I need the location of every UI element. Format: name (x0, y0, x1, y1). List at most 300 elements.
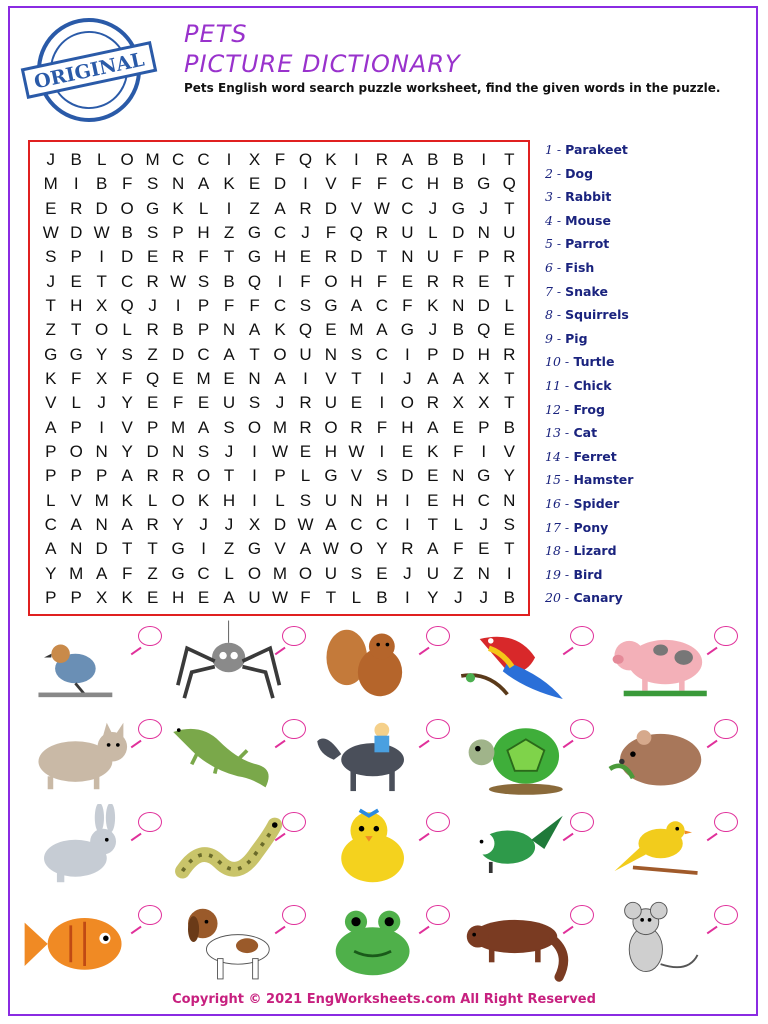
puzzle-letter[interactable]: G (324, 296, 338, 316)
puzzle-letter[interactable]: L (224, 563, 234, 583)
puzzle-letter[interactable]: J (479, 198, 489, 218)
puzzle-letter[interactable]: P (197, 296, 210, 316)
puzzle-letter[interactable]: B (172, 320, 184, 340)
puzzle-letter[interactable]: F (325, 223, 337, 243)
puzzle-letter[interactable]: G (69, 344, 83, 364)
puzzle-letter[interactable]: W (170, 271, 187, 291)
puzzle-letter[interactable]: R (146, 514, 159, 534)
puzzle-letter[interactable]: I (303, 368, 308, 388)
puzzle-letter[interactable]: E (299, 247, 312, 267)
puzzle-letter[interactable]: H (273, 247, 287, 267)
puzzle-letter[interactable]: M (69, 563, 84, 583)
puzzle-letter[interactable]: C (375, 514, 389, 534)
puzzle-letter[interactable]: N (70, 539, 83, 559)
puzzle-letter[interactable]: A (325, 514, 337, 534)
puzzle-letter[interactable]: X (452, 393, 464, 413)
puzzle-letter[interactable]: N (503, 490, 516, 510)
puzzle-letter[interactable]: J (224, 441, 234, 461)
answer-bubble[interactable] (714, 719, 738, 739)
puzzle-letter[interactable]: M (272, 417, 288, 437)
puzzle-letter[interactable]: Q (298, 320, 313, 340)
puzzle-letter[interactable]: I (252, 490, 257, 510)
puzzle-letter[interactable]: K (197, 490, 210, 510)
puzzle-letter[interactable]: M (43, 174, 58, 194)
puzzle-letter[interactable]: N (477, 223, 490, 243)
puzzle-letter[interactable]: E (427, 466, 439, 486)
puzzle-letter[interactable]: F (172, 393, 184, 413)
puzzle-letter[interactable]: S (121, 344, 133, 364)
puzzle-letter[interactable]: N (171, 441, 185, 461)
puzzle-letter[interactable]: R (350, 417, 363, 437)
puzzle-letter[interactable]: O (400, 393, 414, 413)
puzzle-letter[interactable]: V (503, 441, 515, 461)
puzzle-letter[interactable]: A (96, 563, 108, 583)
puzzle-letter[interactable]: F (71, 368, 82, 388)
puzzle-letter[interactable]: Y (96, 344, 108, 364)
puzzle-letter[interactable]: I (404, 587, 410, 607)
puzzle-letter[interactable]: H (452, 490, 465, 510)
puzzle-letter[interactable]: I (404, 490, 410, 510)
puzzle-letter[interactable]: R (70, 198, 83, 218)
puzzle-letter[interactable]: F (300, 587, 311, 607)
puzzle-letter[interactable]: W (373, 198, 390, 218)
puzzle-letter[interactable]: E (197, 587, 210, 607)
puzzle-letter[interactable]: O (298, 563, 313, 583)
puzzle-letter[interactable]: E (146, 393, 159, 413)
puzzle-letter[interactable]: V (350, 198, 363, 218)
puzzle-letter[interactable]: E (376, 563, 388, 583)
puzzle-letter[interactable]: Q (298, 150, 313, 170)
puzzle-letter[interactable]: T (504, 368, 515, 388)
puzzle-letter[interactable]: J (301, 223, 310, 243)
puzzle-letter[interactable]: P (45, 466, 57, 486)
puzzle-letter[interactable]: U (324, 490, 338, 510)
puzzle-letter[interactable]: A (350, 296, 363, 316)
answer-bubble[interactable] (282, 719, 306, 739)
puzzle-letter[interactable]: M (145, 150, 160, 170)
puzzle-letter[interactable]: R (146, 271, 159, 291)
puzzle-letter[interactable]: R (171, 466, 185, 486)
puzzle-letter[interactable]: H (324, 441, 338, 461)
puzzle-letter[interactable]: I (99, 247, 105, 267)
puzzle-letter[interactable]: I (404, 514, 410, 534)
answer-bubble[interactable] (570, 719, 594, 739)
puzzle-letter[interactable]: R (426, 393, 439, 413)
puzzle-letter[interactable]: H (171, 587, 185, 607)
puzzle-letter[interactable]: D (95, 539, 108, 559)
puzzle-letter[interactable]: I (226, 198, 232, 218)
puzzle-letter[interactable]: K (172, 198, 184, 218)
puzzle-letter[interactable]: E (401, 271, 414, 291)
puzzle-letter[interactable]: J (479, 587, 489, 607)
puzzle-letter[interactable]: J (46, 271, 55, 291)
puzzle-letter[interactable]: J (428, 320, 438, 340)
puzzle-letter[interactable]: L (46, 490, 56, 510)
puzzle-letter[interactable]: A (427, 368, 439, 388)
puzzle-letter[interactable]: G (146, 198, 160, 218)
puzzle-letter[interactable]: N (248, 368, 261, 388)
puzzle-letter[interactable]: S (223, 417, 235, 437)
puzzle-letter[interactable]: L (96, 150, 107, 170)
puzzle-letter[interactable]: B (70, 150, 82, 170)
puzzle-letter[interactable]: J (148, 296, 157, 316)
puzzle-letter[interactable]: N (477, 563, 490, 583)
puzzle-letter[interactable]: G (44, 344, 58, 364)
puzzle-letter[interactable]: E (503, 320, 515, 340)
puzzle-letter[interactable]: I (175, 296, 181, 316)
puzzle-letter[interactable]: I (506, 563, 512, 583)
puzzle-letter[interactable]: O (95, 320, 109, 340)
puzzle-letter[interactable]: K (325, 150, 337, 170)
puzzle-letter[interactable]: I (379, 441, 385, 461)
puzzle-letter[interactable]: J (97, 393, 106, 413)
puzzle-letter[interactable]: T (427, 514, 439, 534)
puzzle-letter[interactable]: R (299, 417, 312, 437)
puzzle-letter[interactable]: F (376, 271, 388, 291)
puzzle-letter[interactable]: V (70, 490, 82, 510)
puzzle-letter[interactable]: A (45, 539, 57, 559)
puzzle-letter[interactable]: L (504, 296, 514, 316)
puzzle-letter[interactable]: G (477, 174, 491, 194)
puzzle-letter[interactable]: F (453, 539, 464, 559)
puzzle-letter[interactable]: D (121, 247, 134, 267)
puzzle-letter[interactable]: N (452, 296, 465, 316)
puzzle-letter[interactable]: G (451, 198, 465, 218)
puzzle-letter[interactable]: E (70, 271, 82, 291)
puzzle-letter[interactable]: R (401, 539, 414, 559)
puzzle-letter[interactable]: R (299, 393, 312, 413)
puzzle-letter[interactable]: K (427, 296, 439, 316)
puzzle-letter[interactable]: D (477, 296, 490, 316)
puzzle-letter[interactable]: F (402, 296, 413, 316)
answer-bubble[interactable] (282, 626, 306, 646)
puzzle-letter[interactable]: I (404, 344, 410, 364)
puzzle-letter[interactable]: A (274, 198, 286, 218)
puzzle-letter[interactable]: R (324, 247, 338, 267)
puzzle-letter[interactable]: H (477, 344, 490, 364)
puzzle-letter[interactable]: A (401, 150, 414, 170)
puzzle-letter[interactable]: I (201, 539, 206, 559)
puzzle-letter[interactable]: E (350, 393, 363, 413)
puzzle-letter[interactable]: U (401, 223, 414, 243)
puzzle-letter[interactable]: T (504, 393, 515, 413)
puzzle-letter[interactable]: P (197, 320, 210, 340)
puzzle-letter[interactable]: A (427, 539, 439, 559)
puzzle-letter[interactable]: C (375, 344, 389, 364)
puzzle-letter[interactable]: R (146, 320, 159, 340)
puzzle-letter[interactable]: K (121, 490, 133, 510)
puzzle-letter[interactable]: B (452, 150, 464, 170)
answer-bubble[interactable] (426, 719, 450, 739)
puzzle-letter[interactable]: B (223, 271, 235, 291)
puzzle-letter[interactable]: S (350, 563, 363, 583)
puzzle-letter[interactable]: C (401, 198, 414, 218)
puzzle-letter[interactable]: W (93, 223, 110, 243)
answer-bubble[interactable] (282, 812, 306, 832)
puzzle-letter[interactable]: A (121, 514, 133, 534)
puzzle-letter[interactable]: N (171, 174, 185, 194)
puzzle-letter[interactable]: L (453, 514, 464, 534)
puzzle-letter[interactable]: T (504, 198, 515, 218)
puzzle-letter[interactable]: E (427, 490, 439, 510)
puzzle-letter[interactable]: E (478, 539, 490, 559)
puzzle-letter[interactable]: I (252, 441, 257, 461)
puzzle-letter[interactable]: O (69, 441, 83, 461)
puzzle-letter[interactable]: H (426, 174, 439, 194)
puzzle-letter[interactable]: D (171, 344, 185, 364)
puzzle-letter[interactable]: Y (121, 441, 133, 461)
puzzle-letter[interactable]: P (45, 587, 57, 607)
answer-bubble[interactable] (426, 626, 450, 646)
puzzle-letter[interactable]: Q (477, 320, 491, 340)
puzzle-letter[interactable]: S (146, 174, 159, 194)
puzzle-letter[interactable]: I (277, 271, 283, 291)
puzzle-letter[interactable]: N (324, 344, 338, 364)
puzzle-letter[interactable]: J (428, 198, 438, 218)
puzzle-letter[interactable]: D (273, 174, 287, 194)
puzzle-letter[interactable]: A (223, 587, 235, 607)
puzzle-letter[interactable]: A (45, 417, 57, 437)
puzzle-letter[interactable]: R (426, 271, 439, 291)
puzzle-letter[interactable]: D (146, 441, 159, 461)
puzzle-letter[interactable]: Q (349, 223, 364, 243)
puzzle-letter[interactable]: D (95, 198, 108, 218)
puzzle-letter[interactable]: C (375, 296, 389, 316)
puzzle-letter[interactable]: G (247, 539, 262, 559)
puzzle-letter[interactable]: M (171, 417, 186, 437)
puzzle-letter[interactable]: E (45, 198, 57, 218)
answer-bubble[interactable] (714, 626, 738, 646)
puzzle-letter[interactable]: Z (147, 563, 158, 583)
puzzle-letter[interactable]: O (196, 466, 211, 486)
puzzle-letter[interactable]: D (273, 514, 287, 534)
puzzle-letter[interactable]: M (196, 368, 211, 388)
puzzle-letter[interactable]: Y (503, 466, 515, 486)
puzzle-letter[interactable]: T (504, 539, 515, 559)
puzzle-letter[interactable]: E (248, 174, 261, 194)
puzzle-letter[interactable]: U (248, 587, 261, 607)
puzzle-letter[interactable]: G (247, 223, 262, 243)
puzzle-letter[interactable]: C (273, 296, 287, 316)
puzzle-letter[interactable]: F (121, 368, 133, 388)
puzzle-letter[interactable]: X (96, 587, 108, 607)
puzzle-letter[interactable]: F (198, 247, 209, 267)
puzzle-letter[interactable]: O (171, 490, 185, 510)
puzzle-letter[interactable]: F (453, 247, 464, 267)
puzzle-letter[interactable]: K (427, 441, 439, 461)
puzzle-letter[interactable]: L (147, 490, 158, 510)
puzzle-letter[interactable]: Z (249, 198, 260, 218)
puzzle-letter[interactable]: A (248, 320, 261, 340)
puzzle-letter[interactable]: W (322, 539, 339, 559)
puzzle-letter[interactable]: H (70, 296, 83, 316)
puzzle-letter[interactable]: E (197, 393, 210, 413)
puzzle-letter[interactable]: B (121, 223, 133, 243)
puzzle-letter[interactable]: I (379, 368, 385, 388)
puzzle-letter[interactable]: K (45, 368, 57, 388)
puzzle-letter[interactable]: S (299, 490, 312, 510)
puzzle-letter[interactable]: L (198, 198, 209, 218)
puzzle-letter[interactable]: S (248, 393, 261, 413)
puzzle-letter[interactable]: J (199, 514, 208, 534)
puzzle-letter[interactable]: A (376, 320, 388, 340)
puzzle-letter[interactable]: Q (146, 368, 160, 388)
puzzle-letter[interactable]: M (94, 490, 109, 510)
puzzle-letter[interactable]: S (299, 296, 312, 316)
puzzle-letter[interactable]: B (503, 417, 515, 437)
puzzle-letter[interactable]: T (325, 587, 337, 607)
puzzle-letter[interactable]: S (197, 441, 210, 461)
puzzle-letter[interactable]: R (375, 223, 389, 243)
puzzle-letter[interactable]: T (96, 271, 107, 291)
puzzle-letter[interactable]: Q (502, 174, 516, 194)
puzzle-letter[interactable]: A (197, 174, 210, 194)
answer-bubble[interactable] (426, 905, 450, 925)
puzzle-letter[interactable]: K (121, 587, 133, 607)
puzzle-letter[interactable]: I (303, 174, 308, 194)
puzzle-letter[interactable]: J (224, 514, 234, 534)
puzzle-letter[interactable]: D (350, 247, 363, 267)
puzzle-letter[interactable]: A (452, 368, 464, 388)
answer-bubble[interactable] (714, 812, 738, 832)
puzzle-letter[interactable]: O (120, 150, 134, 170)
puzzle-letter[interactable]: R (503, 247, 516, 267)
puzzle-letter[interactable]: C (197, 344, 210, 364)
puzzle-letter[interactable]: W (271, 441, 289, 461)
puzzle-letter[interactable]: X (478, 368, 490, 388)
puzzle-letter[interactable]: U (222, 393, 236, 413)
puzzle-letter[interactable]: K (223, 174, 235, 194)
puzzle-letter[interactable]: U (426, 247, 439, 267)
puzzle-letter[interactable]: J (454, 587, 463, 607)
puzzle-letter[interactable]: M (349, 320, 364, 340)
puzzle-letter[interactable]: O (273, 344, 287, 364)
puzzle-letter[interactable]: T (376, 247, 388, 267)
answer-bubble[interactable] (426, 812, 450, 832)
puzzle-letter[interactable]: U (324, 393, 338, 413)
puzzle-letter[interactable]: A (427, 417, 439, 437)
puzzle-letter[interactable]: F (223, 296, 235, 316)
puzzle-letter[interactable]: P (274, 466, 286, 486)
puzzle-letter[interactable]: N (452, 466, 465, 486)
puzzle-letter[interactable]: J (275, 393, 285, 413)
puzzle-letter[interactable]: T (223, 466, 235, 486)
puzzle-letter[interactable]: I (379, 393, 385, 413)
puzzle-letter[interactable]: M (272, 563, 288, 583)
puzzle-letter[interactable]: S (376, 466, 388, 486)
puzzle-letter[interactable]: P (96, 466, 108, 486)
puzzle-letter[interactable]: G (477, 466, 491, 486)
puzzle-letter[interactable]: V (274, 539, 286, 559)
puzzle-letter[interactable]: I (73, 174, 79, 194)
puzzle-letter[interactable]: V (350, 466, 363, 486)
puzzle-letter[interactable]: E (146, 587, 159, 607)
puzzle-letter[interactable]: F (121, 563, 133, 583)
puzzle-letter[interactable]: F (453, 441, 464, 461)
puzzle-letter[interactable]: O (247, 563, 262, 583)
puzzle-letter[interactable]: A (70, 514, 82, 534)
puzzle-letter[interactable]: D (452, 223, 465, 243)
answer-bubble[interactable] (138, 812, 162, 832)
puzzle-letter[interactable]: H (401, 417, 414, 437)
puzzle-letter[interactable]: L (351, 587, 362, 607)
puzzle-letter[interactable]: R (375, 150, 389, 170)
puzzle-letter[interactable]: T (223, 247, 235, 267)
puzzle-letter[interactable]: Y (376, 539, 388, 559)
puzzle-letter[interactable]: G (400, 320, 414, 340)
puzzle-letter[interactable]: C (401, 174, 414, 194)
puzzle-letter[interactable]: W (42, 223, 59, 243)
puzzle-letter[interactable]: I (99, 417, 105, 437)
puzzle-letter[interactable]: P (70, 587, 82, 607)
puzzle-letter[interactable]: S (503, 514, 515, 534)
puzzle-letter[interactable]: L (71, 393, 81, 413)
puzzle-letter[interactable]: C (171, 150, 185, 170)
puzzle-letter[interactable]: L (300, 466, 311, 486)
puzzle-letter[interactable]: J (479, 514, 489, 534)
puzzle-letter[interactable]: T (504, 150, 515, 170)
puzzle-letter[interactable]: D (70, 223, 83, 243)
puzzle-letter[interactable]: S (197, 271, 210, 291)
puzzle-letter[interactable]: C (44, 514, 57, 534)
puzzle-letter[interactable]: P (172, 223, 184, 243)
puzzle-letter[interactable]: E (401, 441, 414, 461)
puzzle-letter[interactable]: V (325, 174, 337, 194)
puzzle-letter[interactable]: I (481, 441, 487, 461)
puzzle-letter[interactable]: K (274, 320, 286, 340)
puzzle-letter[interactable]: V (45, 393, 57, 413)
puzzle-letter[interactable]: V (121, 417, 133, 437)
puzzle-letter[interactable]: F (249, 296, 260, 316)
puzzle-letter[interactable]: S (45, 247, 57, 267)
puzzle-letter[interactable]: X (96, 296, 108, 316)
puzzle-letter[interactable]: I (481, 150, 487, 170)
puzzle-letter[interactable]: B (376, 587, 388, 607)
puzzle-letter[interactable]: P (70, 466, 82, 486)
puzzle-letter[interactable]: W (348, 441, 365, 461)
puzzle-letter[interactable]: H (222, 490, 236, 510)
puzzle-letter[interactable]: P (70, 247, 82, 267)
puzzle-letter[interactable]: V (325, 368, 337, 388)
puzzle-letter[interactable]: R (146, 466, 159, 486)
puzzle-letter[interactable]: B (427, 150, 439, 170)
puzzle-letter[interactable]: E (172, 368, 184, 388)
puzzle-letter[interactable]: P (146, 417, 159, 437)
puzzle-letter[interactable]: J (46, 150, 55, 170)
puzzle-letter[interactable]: I (252, 466, 257, 486)
puzzle-letter[interactable]: U (426, 563, 439, 583)
puzzle-letter[interactable]: O (120, 198, 134, 218)
answer-bubble[interactable] (570, 905, 594, 925)
puzzle-letter[interactable]: U (299, 344, 312, 364)
answer-bubble[interactable] (138, 905, 162, 925)
puzzle-letter[interactable]: L (275, 490, 285, 510)
puzzle-letter[interactable]: Y (121, 393, 133, 413)
puzzle-letter[interactable]: R (171, 247, 185, 267)
puzzle-letter[interactable]: Z (453, 563, 464, 583)
puzzle-letter[interactable]: P (427, 344, 439, 364)
puzzle-letter[interactable]: T (45, 296, 56, 316)
puzzle-letter[interactable]: O (247, 417, 262, 437)
puzzle-letter[interactable]: C (350, 514, 363, 534)
puzzle-letter[interactable]: T (147, 539, 158, 559)
puzzle-letter[interactable]: B (452, 174, 464, 194)
puzzle-letter[interactable]: R (452, 271, 465, 291)
answer-bubble[interactable] (138, 719, 162, 739)
puzzle-letter[interactable]: S (350, 344, 363, 364)
puzzle-letter[interactable]: S (146, 223, 159, 243)
puzzle-letter[interactable]: R (299, 198, 312, 218)
